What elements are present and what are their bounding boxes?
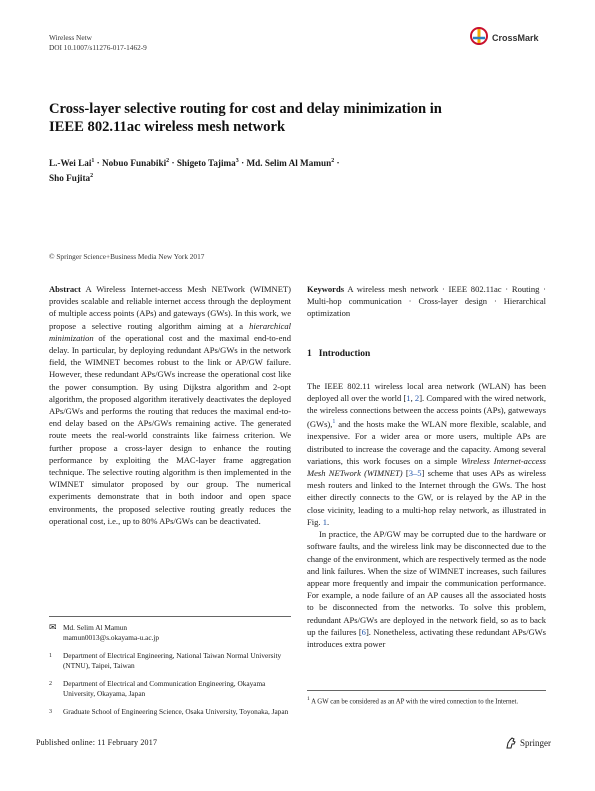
affiliation-item: [49, 707, 291, 717]
envelope-icon: ✉: [49, 622, 57, 632]
affiliation-item: [49, 651, 291, 671]
crossmark-icon: [470, 27, 488, 49]
affiliation-number: 1: [49, 653, 52, 659]
published-date: Published online: 11 February 2017: [36, 738, 158, 747]
citation-link[interactable]: 6: [361, 626, 366, 637]
corresponding-author: Md. Selim Al Mamun: [63, 623, 128, 632]
abstract-text: of the operational cost and the maximal end-to-end delay. In particular, by deploying redundant APs/GWs in the network field, the WIMNET becomes robust to the link or AP/GW failure. However, these redundant APs/GWs increase the operational cost like the power consumption. By using Dijkstra algorithm and 2-opt algorithm, the proposed algorithm iteratively deactivates the deployed APs/GWs and performs the routing that reduces the maximal end-to-end delay based on the APs/GWs remaining active. The generated route meets the real-world constraints like fairness criterion. We further propose a cross-layer design to enhance the routing performance by exploiting the MAC-layer frame aggregation technique. The selective routing algorithm is then implemented in the WIMNET simulator proposed by our group. The numerical experiments demonstrate that in both indoor and open space environments, the proposed selective routing greatly reduces the operational cost, i.e., up to 80% APs/GWs can be deactivated.: [49, 332, 291, 526]
crossmark-label: CrossMark: [492, 33, 539, 43]
publisher-name: Springer: [520, 738, 551, 748]
correspondence-block: [49, 616, 291, 717]
abstract-section: [49, 283, 291, 527]
keywords-text: A wireless mesh network · IEEE 802.11ac · Routing · Multi-hop communication · Cross-layer design · Hierarchical optimization: [307, 284, 546, 319]
author-affiliation-mark: 1: [91, 158, 95, 164]
citation-link[interactable]: 1: [406, 393, 411, 404]
footnote-number: 1: [307, 696, 310, 702]
publisher-logo: [505, 737, 551, 749]
affiliation-text: Department of Electrical Engineering, National Taiwan Normal University (NTNU), Taipei, Taiwan: [63, 651, 282, 670]
journal-name: Wireless Netw: [49, 33, 92, 42]
citation-link[interactable]: 2: [414, 393, 420, 404]
figure-link[interactable]: 1: [322, 516, 327, 527]
right-column: [307, 283, 546, 650]
affiliation-item: [49, 679, 291, 699]
citation-link[interactable]: 3–5: [408, 468, 422, 479]
abstract-label: Abstract: [49, 284, 81, 294]
copyright-notice: © Springer Science+Business Media New York 2017: [49, 252, 205, 261]
corresponding-email[interactable]: mamun0013@s.okayama-u.ac.jp: [63, 633, 160, 642]
paper-title: Cross-layer selective routing for cost and delay minimization in IEEE 802.11ac wireless mesh network: [49, 101, 442, 135]
author-name: Sho Fujita: [49, 173, 91, 184]
author-affiliation-mark: 3: [235, 158, 239, 164]
crossmark-badge[interactable]: [470, 27, 539, 49]
springer-horse-icon: [505, 737, 517, 749]
section-title: Introduction: [318, 348, 371, 359]
intro-emphasis: Wireless Internet-access Mesh NETwork (WIMNET): [307, 455, 546, 479]
section-heading: [307, 348, 546, 360]
author-name: Md. Selim Al Mamun: [246, 158, 332, 169]
section-number: 1: [307, 348, 312, 359]
keywords-label: Keywords: [307, 284, 345, 294]
doi-link[interactable]: DOI 10.1007/s11276-017-1462-9: [49, 43, 147, 52]
author-list: L.-Wei Lai$^1$ · Nobuo Funabiki$^2$ · Shigeto Tajima$^3$ · Md. Selim Al Mamun$^2$ · Sho Fujita$^2$: [49, 158, 340, 184]
author-name: L.-Wei Lai: [49, 158, 92, 169]
footnote-link[interactable]: 1: [332, 419, 336, 426]
intro-paragraph: In practice, the AP/GW may be corrupted due to the hardware or software faults, and the wireless link may be disconnected due to the change of the environment, which are respectively termed as the node and link failures. When the size of WIMNET increases, such failures appear more frequently and impair the communication performance. For example, a node failure of an AP causes all the associated hosts to be disconnected from the networks. To solve this problem, redundant APs/GWs are deployed in the network field, so as to back up the failures [6]. Nonetheless, activating these redundant APs/GWs introduces extra power: [307, 529, 547, 649]
footnote: [307, 690, 546, 706]
author-affiliation-mark: 2: [331, 158, 335, 164]
intro-paragraph: The IEEE 802.11 wireless local area network (WLAN) has been deployed all over the world [1, 2]. Compared with the wired network, the wireless connections between the access points (APs), gatweways (GWs),$^1$ and the hosts make the WLAN more flexible, scalable, and inexpensive. For a wider area or more users, multiple APs are distributed to increase the coverage and the capacity. Among several variations, this work focuses on a simple Wireless Internet-access Mesh NETwork (WIMNET) [3–5] scheme that uses APs as wireless mesh routers and linked to the Internet through the GWs. The host either directly connects to the GW, or is relayed by the AP in the close vicinity, leading to a multi-hop relay network, as illustrated in Fig. 1.: [307, 380, 546, 527]
keywords-block: [307, 283, 546, 320]
affiliation-text: Graduate School of Engineering Science, Osaka University, Toyonaka, Japan: [63, 707, 289, 716]
author-affiliation-mark: 2: [166, 158, 170, 164]
abstract-text: A Wireless Internet-access Mesh NETwork (WIMNET) provides scalable and reliable internet access through the deployment of multiple access points (APs) and gateways (GWs). In this work, we propose a selective routing algorithm aiming at a: [49, 284, 291, 331]
affiliation-number: 2: [49, 681, 52, 687]
abstract-emphasis: hierarchical minimization: [49, 320, 292, 343]
author-affiliation-mark: 2: [90, 173, 94, 180]
footnote-text: A GW can be considered as an AP with the wired connection to the Internet.: [311, 698, 519, 706]
affiliation-text: Department of Electrical and Communication Engineering, Okayama University, Okayama, Japan: [63, 679, 266, 698]
author-name: Shigeto Tajima: [176, 158, 236, 169]
author-name: Nobuo Funabiki: [102, 158, 167, 169]
affiliation-number: 3: [49, 709, 52, 715]
